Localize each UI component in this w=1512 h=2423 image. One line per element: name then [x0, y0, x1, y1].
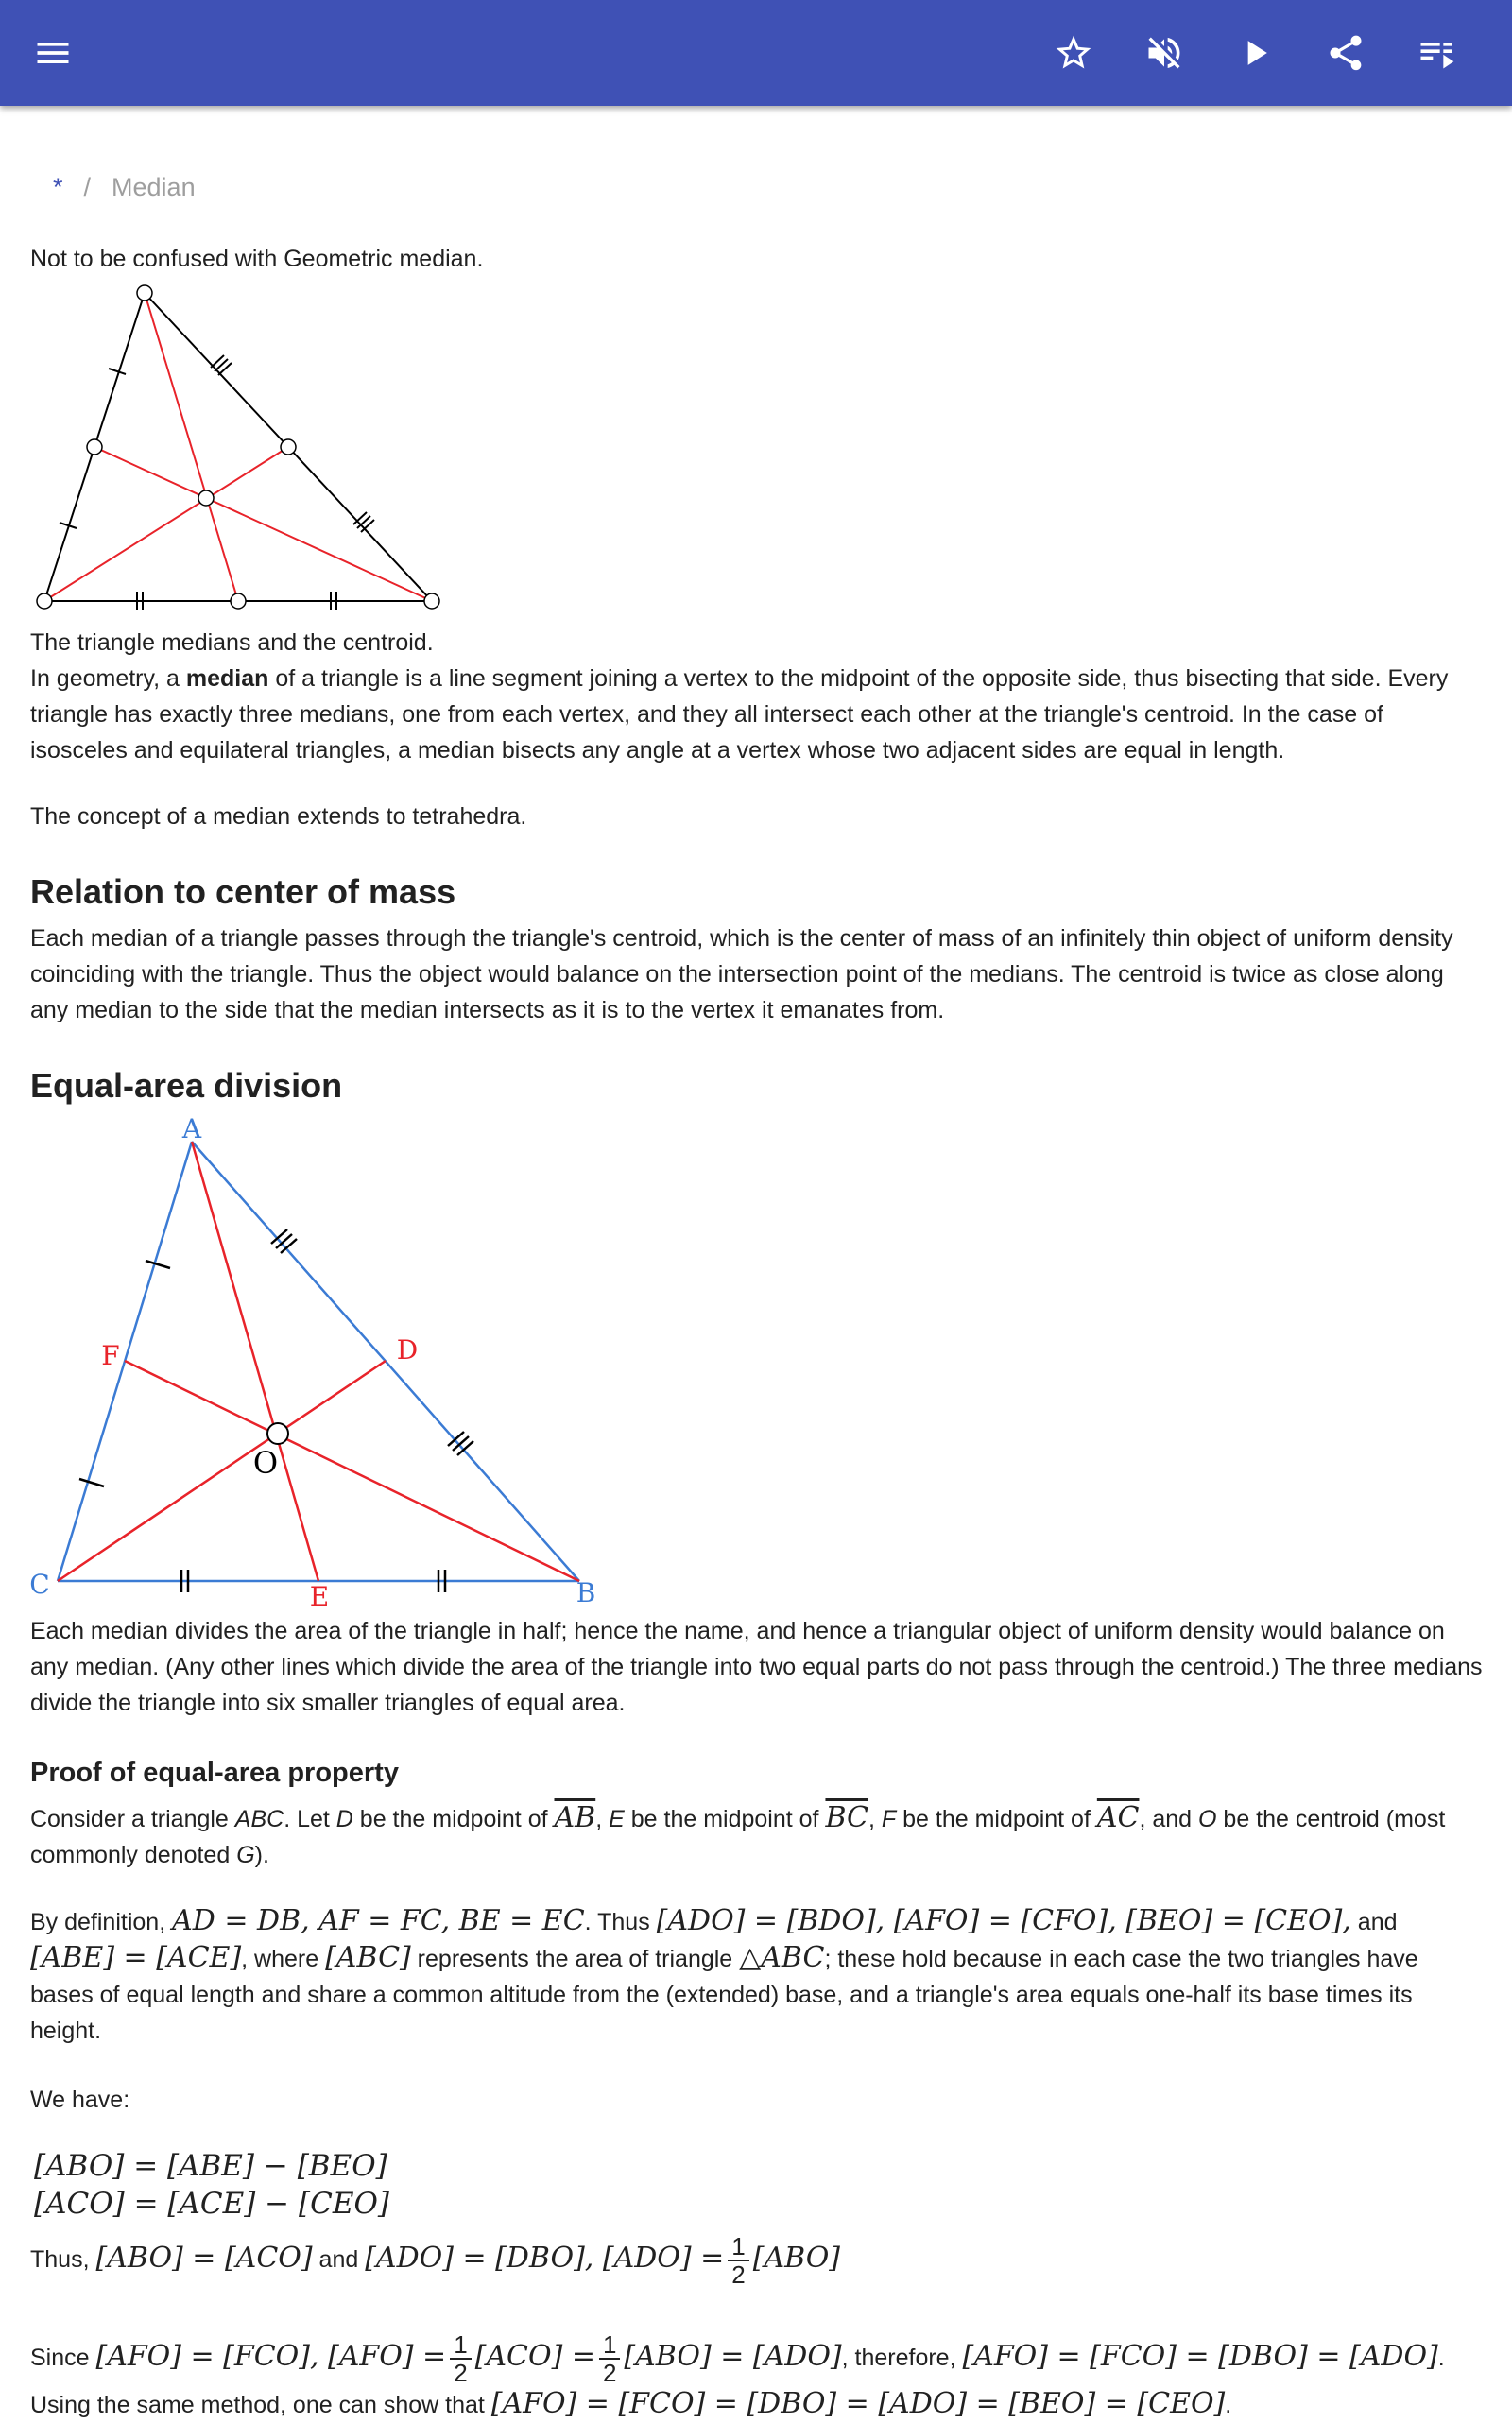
menu-icon[interactable]	[23, 23, 83, 83]
proof-paragraph-2: By definition, AD = DB, AF = FC, BE = EC. Thus [ADO] = [BDO], [AFO] = [CFO], [BEO] = [CEO], and [ABE] = [ACE], where [ABC] represents the area of triangle △ABC; these hold because in each case the two triangles have bases of equal length and share a common altitude from the (extended) base, and a triangle's area equals one-half its base times its height.	[30, 1904, 1418, 2044]
figure1-caption: The triangle medians and the centroid.	[30, 629, 434, 656]
proof-thus-line: Thus, [ABO] = [ACO] and [ADO] = [DBO], [ADO] = $\frac{1}{2}$ [ABO]	[30, 2232, 841, 2290]
figure-triangle-medians	[26, 280, 461, 612]
intro-paragraph-2: The concept of a median extends to tetrahedra.	[30, 803, 527, 830]
intro-paragraph: In geometry, a median of a triangle is a line segment joining a vertex to the midpoint of the opposite side, thus bisecting that side. Every triangle has exactly three medians, one from each vertex, and they all intersect each other at the triangle's centroid. In the case of isosceles and equilateral triangles, a median bisects any angle at a vertex whose two adjacent sides are equal in length.	[30, 665, 1449, 764]
section-center-of-mass-text: Each median of a triangle passes through the triangle's centroid, which is the center of mass of an infinitely thin object of uniform density coinciding with the triangle. Thus the object would balance on the intersection point of the medians. The centroid is twice as close along any median to the side that the median intersects as it is to the vertex it emanates from.	[30, 925, 1453, 1023]
app-bar	[0, 0, 1512, 106]
label-midpoint-f: F	[101, 1340, 120, 1371]
label-midpoint-e: E	[309, 1581, 330, 1612]
playlist-icon[interactable]	[1406, 23, 1467, 83]
label-centroid-o: O	[252, 1445, 279, 1481]
play-icon[interactable]	[1225, 23, 1285, 83]
subsection-heading-proof: Proof of equal-area property	[30, 1758, 399, 1788]
proof-paragraph-1: Consider a triangle ABC. Let D be the midpoint of $\overline{AB}$, E be the midpoint of $\overline{BC}$, F be the midpoint of $\overline{AC}$, and O be the centroid (most commonly denoted G).	[30, 1801, 1446, 1868]
equation-1: [ABO] = [ABE] − [BEO]	[34, 2149, 387, 2183]
equation-2: [ACO] = [ACE] − [CEO]	[34, 2187, 389, 2221]
label-midpoint-d: D	[396, 1334, 419, 1366]
section-heading-equal-area: Equal-area division	[30, 1066, 343, 1105]
hatnote: Not to be confused with Geometric median.	[30, 246, 484, 272]
star-outline-icon[interactable]	[1043, 23, 1104, 83]
section-heading-center-of-mass: Relation to center of mass	[30, 872, 456, 911]
volume-off-icon[interactable]	[1134, 23, 1194, 83]
breadcrumb-home-link[interactable]: *	[53, 173, 63, 201]
proof-paragraph-3: We have:	[30, 2087, 130, 2113]
breadcrumb	[53, 173, 196, 202]
proof-since-line: Since [AFO] = [FCO], [AFO] = $\frac{1}{2}$ [ACO] = $\frac{1}{2}$ [ABO] = [ADO], therefore, [AFO] = [FCO] = [DBO] = [ADO].	[30, 2330, 1445, 2388]
label-vertex-a: A	[181, 1113, 202, 1144]
proof-using-line: Using the same method, one can show that [AFO] = [FCO] = [DBO] = [ADO] = [BEO] = [CEO].	[30, 2387, 1232, 2420]
term-median: median	[185, 665, 269, 692]
breadcrumb-current: Median	[112, 173, 196, 201]
section-equal-area-text: Each median divides the area of the triangle in half; hence the name, and hence a triangular object of uniform density would balance on any median. (Any other lines which divide the area of the triangle into two equal parts do not pass through the centroid.) The three medians divide the triangle into six smaller triangles of equal area.	[30, 1618, 1483, 1716]
label-vertex-b: B	[576, 1577, 596, 1608]
breadcrumb-separator: /	[83, 173, 92, 201]
figure-equal-area-division	[26, 1111, 612, 1612]
label-vertex-c: C	[29, 1569, 50, 1600]
share-icon[interactable]	[1315, 23, 1376, 83]
